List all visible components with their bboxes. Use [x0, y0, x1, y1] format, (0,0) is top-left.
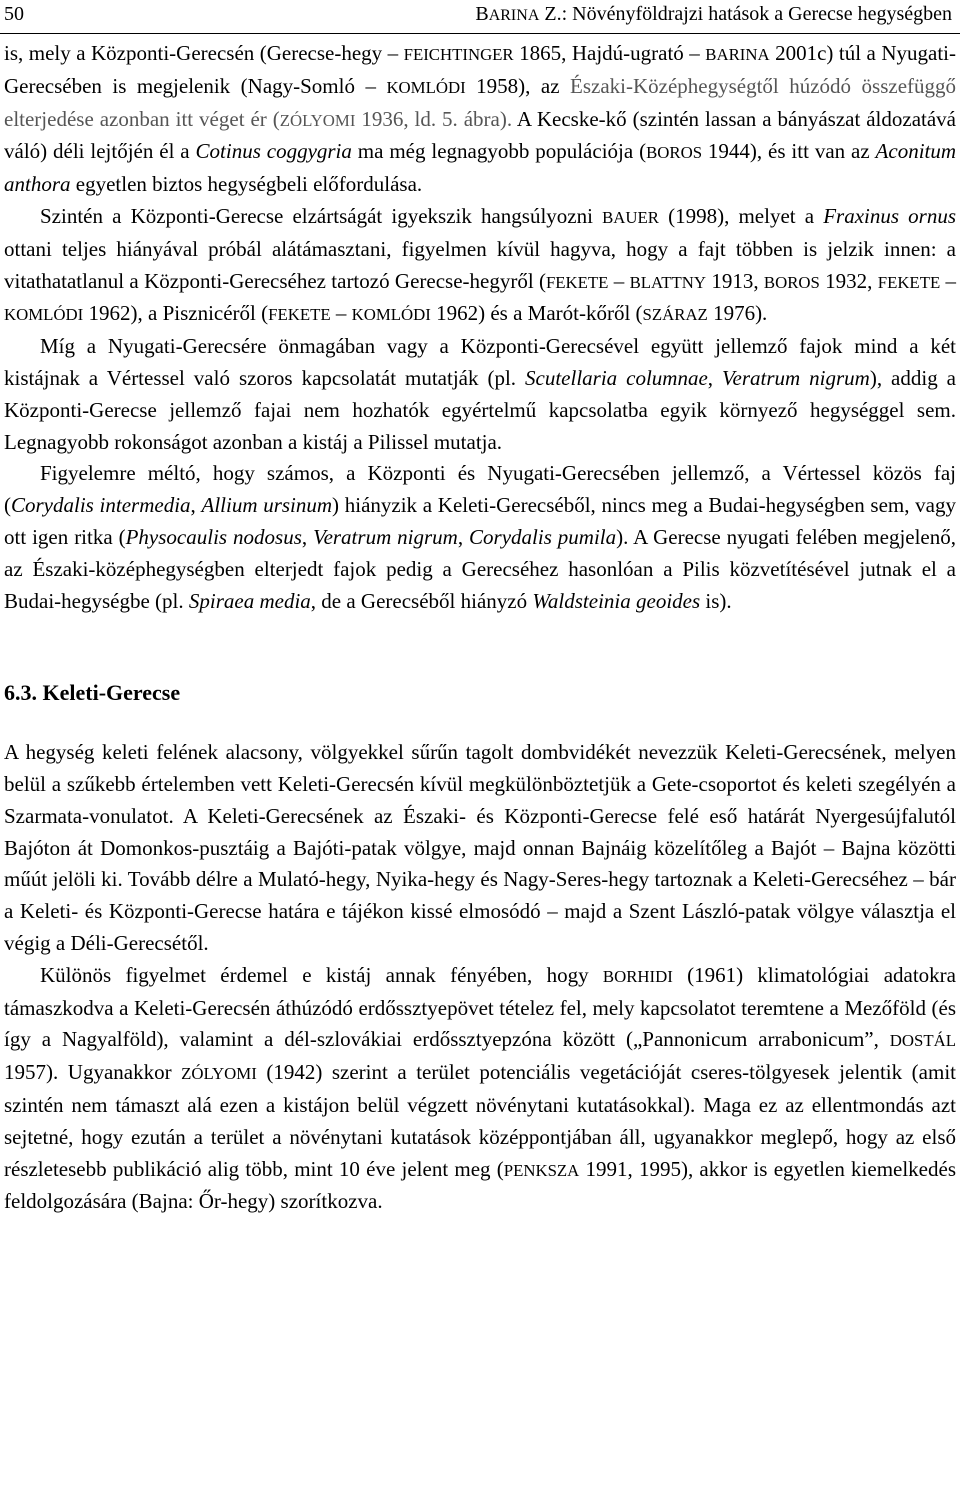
text-run: B	[475, 3, 489, 25]
text-run: A Kecske-kő (szintén lassan a bányászat áldozatává váló) déli lejtőjén él a	[4, 106, 957, 164]
text-run: 1913,	[706, 268, 764, 293]
paragraph-keleti-intro	[4, 737, 956, 960]
text-run: PENKSZA	[503, 1160, 580, 1180]
species-name: Waldsteinia geoides	[532, 588, 701, 613]
text-run: BOROS	[763, 272, 820, 292]
page-header	[0, 0, 960, 34]
text-run: ZÓLYOMI	[279, 110, 356, 130]
species-name: Scutellaria columnae	[525, 365, 708, 390]
text-run: –	[608, 268, 630, 293]
text-run: 1944), és itt van az	[702, 139, 876, 164]
text-run: , de a Gerecséből hiányzó	[310, 588, 533, 613]
species-name: Veratrum nigrum	[313, 524, 458, 549]
text-run: FEKETE	[545, 272, 609, 292]
text-run: FEICHTINGER	[403, 45, 514, 64]
text-run: is, mely a Központi-Gerecsén (Gerecse-hegy –	[4, 41, 404, 65]
text-run: A hegység keleti felének alacsony, völgyekkel sűrűn tagolt dombvidékét nevezzük Keleti-Gerecsének, melyen belül a szűkebb értelemben vett Keleti-Gerecsén kívül megkülönböztetjük a Gete-csoportot és keleti szegélyén a Szarmata-vonulatot. A Keleti-Gerecsének az Északi- és Központi-Gerecse felé eső határát Nyergesújfalutól Bajóton át Domonkos-pusztáig a Bajóti-patak völgye, majd onnan Bajnáig közelítőleg a Bajót – Bajna közötti műút jelöli ki. Tovább délre a Mulató-hegy, Nyika-hegy és Nagy-Seres-hegy tartoznak a Keleti-Gerecséhez – bár a Keleti- és Központi-Gerecse határa e tájékon kissé elmosódó – majd a Szent László-patak völgye választja el végig a Déli-Gerecsétől.	[4, 740, 956, 955]
paragraph-borhidi	[4, 960, 956, 1218]
species-name: Allium ursinum	[201, 493, 333, 518]
text-run: BAUER	[602, 207, 659, 227]
text-run: KOMLÓDI	[386, 77, 466, 97]
text-run: ) hiányzik a Keleti-Gerecséből, nincs meg a Budai-hegységben sem, vagy ott igen ritka (	[4, 493, 957, 549]
text-run: KOMLÓDI	[351, 305, 431, 325]
species-name: Corydalis intermedia	[11, 493, 191, 518]
text-run: BLATTNY	[629, 272, 707, 292]
text-run: (1998), melyet a	[658, 203, 824, 228]
section-title: 6.3. Keleti-Gerecse	[4, 680, 181, 706]
text-run: ma még legnagyobb populációja (	[351, 139, 647, 164]
text-run: (1961) klimatológiai adatokra támaszkodva a Keleti-Gerecsén áthúzódó erdőssztyepövet tételez fel, mely kapcsolatot teremtene a Mezőföld (és így a Nagyalföld), valamint a dél-szlovákiai erdőssztyepzóna között („Pannonicum arrabonicum”,	[4, 962, 956, 1052]
text-run: Z.	[544, 3, 562, 25]
text-run: 1962), a Pisznicéről (	[83, 301, 269, 326]
text-run: BORHIDI	[602, 966, 673, 986]
text-run: ,	[190, 493, 202, 518]
text-run: –	[330, 301, 352, 326]
species-name: Veratrum nigrum	[722, 365, 870, 390]
text-run: BOROS	[646, 143, 703, 163]
text-run: SZÁRAZ	[642, 305, 708, 325]
text-run: 1991, 1995), akkor is egyetlen kiemelkedés feldolgozására (Bajna: Őr-hegy) szorítkozva.	[4, 1156, 956, 1214]
text-run: DOSTÁL	[889, 1031, 956, 1051]
text-run: : Növényföldrajzi hatások a Gerecse hegységben	[561, 3, 952, 25]
text-run: 1958), az	[465, 73, 570, 98]
section-gap	[4, 617, 956, 677]
section-gap	[4, 709, 956, 737]
species-name: Cotinus coggygria	[195, 139, 352, 164]
text-run: is).	[700, 588, 732, 613]
text-run: FEKETE	[877, 272, 941, 292]
text-run: 1957). Ugyanakkor	[4, 1060, 182, 1085]
text-run: Különös figyelmet érdemel e kistáj annak fényében, hogy	[40, 962, 603, 987]
text-run: 1865, Hajdú-ugrató –	[513, 41, 706, 65]
species-name: Aconitum anthora	[4, 139, 957, 197]
text-run: ARINA	[488, 7, 540, 24]
species-name: Spiraea media	[188, 588, 311, 613]
text-run: BARINA	[705, 45, 770, 64]
paragraph-nyugati	[4, 331, 956, 458]
text-run: Figyelemre méltó, hogy számos, a Központi és Nyugati-Gerecsében jellemző, a Vértessel közös faj (	[4, 461, 956, 518]
text-run: ), addig a Központi-Gerecse jellemző fajai nem hozhatók egyértelmű kapcsolatba egyik környező hegységgel sem. Legnagyobb rokonságot azonban a kistáj a Pilissel mutatja.	[4, 365, 957, 454]
text-run: –	[940, 268, 957, 293]
text-run: 2001c) túl a Nyugati-Gerecsében is megjelenik (Nagy-Somló –	[4, 41, 956, 98]
page-number: 50	[4, 3, 24, 25]
text-run: 1932,	[819, 268, 878, 293]
text-run: 1962) és a Marót-kőről (	[430, 301, 643, 326]
page-body	[4, 38, 956, 1218]
text-run: KOMLÓDI	[4, 305, 84, 325]
text-run: 1976).	[707, 301, 768, 326]
text-run: ,	[707, 365, 723, 390]
text-run: (1942) szerint a terület potenciális vegetációját cseres-tölgyesek jelentik (amit szintén nem támaszt alá ezen a kistájon belül végzett növénytani kutatásokkal). Maga ez az ellentmondás azt sejtetné, hogy ezután a terület a növénytani kutatások középpontjában áll, ugyanakkor meglepő, hogy az első részletesebb publikáció alig több, mint 10 éve jelent meg (	[4, 1060, 956, 1181]
text-run: ). A Gerecse nyugati felében megjelenő, az Északi-középhegységben elterjedt fajok pedig a Gerecséhez hasonlóan a Pilis közvetítésével jutnak el a Budai-hegységbe (pl.	[4, 524, 957, 613]
text-run: FEKETE	[268, 305, 331, 325]
text-run: egyetlen biztos hegységbeli előfordulása.	[70, 172, 423, 197]
paragraph-bauer	[4, 201, 956, 331]
text-run: ZÓLYOMI	[181, 1064, 257, 1084]
text-run: 1936, ld. 5. ábra).	[355, 106, 513, 131]
text-run: Szintén a Központi-Gerecse elzártságát igyekszik hangsúlyozni	[40, 203, 603, 228]
text-run: ,	[457, 524, 470, 549]
text-run: Északi-Középhegységtől húzódó összefüggő elterjedése azonban itt véget ér (	[4, 73, 957, 131]
running-head	[475, 2, 952, 28]
species-name: Fraxinus ornus	[823, 203, 957, 228]
species-name: Corydalis pumila	[469, 524, 617, 549]
text-run: Míg a Nyugati-Gerecsére önmagában vagy a Központi-Gerecsével együtt jellemző fajok mind a két kistájnak a Vértessel való szoros kapcsolatát mutatják (pl.	[4, 334, 956, 390]
text-run: ,	[301, 524, 314, 549]
text-run: ottani teljes hiányával próbál alátámasztani, figyelmen kívül hagyva, hogy a fajt többen is jelzik innen: a vitathatatlanul a Központi-Gerecséhez tartozó Gerecse-hegyről (	[4, 236, 956, 293]
paragraph-continuation	[4, 38, 956, 201]
species-name: Physocaulis nodosus	[125, 524, 302, 549]
paragraph-figyelemre	[4, 458, 956, 617]
